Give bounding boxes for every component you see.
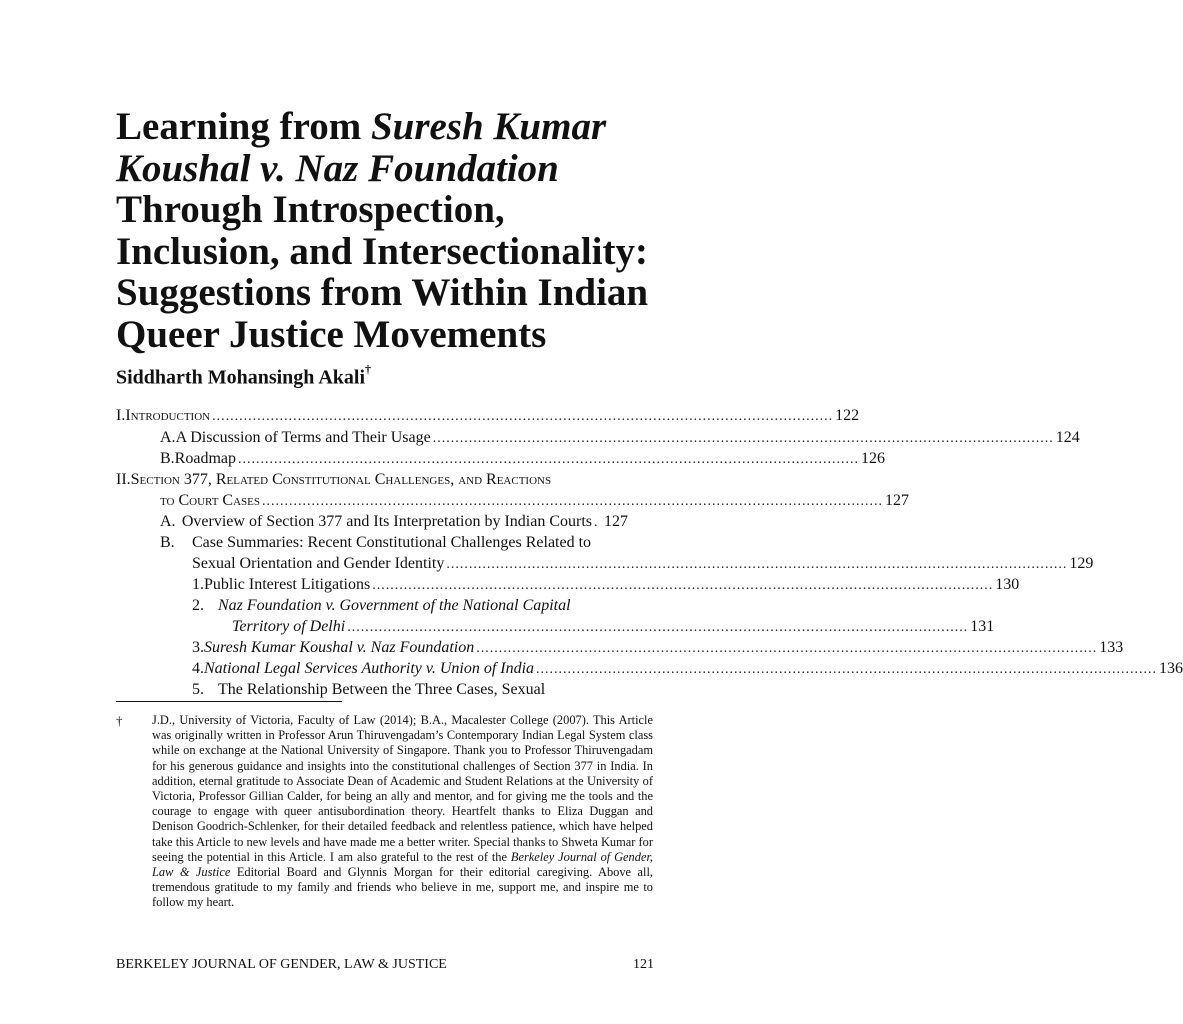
toc-title-continued: Territory of Delhi (232, 618, 346, 635)
toc-title: National Legal Services Authority v. Union of India (204, 660, 535, 677)
toc-page-number: 127 (885, 492, 909, 509)
toc-page-number: 130 (995, 576, 1020, 593)
toc-entry-nalsa[interactable] (192, 658, 1183, 679)
toc-dot-leader: .......................................................................................................................................... (372, 578, 994, 593)
toc-entry-roadmap[interactable] (160, 448, 885, 469)
toc-title: Roadmap (174, 450, 236, 467)
toc-title: Case Summaries: Recent Constitutional Challenges Related to (192, 534, 592, 551)
toc-page-number: 124 (1055, 429, 1080, 446)
toc-dot-leader: .......................................................................................................................................... (262, 494, 883, 509)
toc-page-number: 136 (1159, 660, 1183, 677)
title-line-2: Koushal v. Naz Foundation (116, 146, 559, 190)
toc-number: 4. (192, 660, 204, 677)
footnote-divider (116, 701, 342, 702)
toc-dot-leader: .......................................................................................................................................... (212, 409, 834, 424)
title-line-3: Through Introspection, (116, 188, 505, 231)
page-footer (116, 957, 654, 973)
footnote-text (152, 713, 653, 911)
footnote-mark: † (116, 713, 123, 728)
toc-number: A. (160, 429, 176, 446)
toc-entry-naz-foundation-line1[interactable] (192, 595, 571, 616)
toc-number: 1. (192, 576, 204, 593)
toc-page-number: 133 (1099, 639, 1124, 656)
footer-page-number: 121 (633, 957, 654, 972)
toc-entry-koushal[interactable] (192, 637, 1124, 658)
toc-number: B. (160, 534, 175, 551)
title-line-4: Inclusion, and Intersectionality: (116, 229, 648, 273)
toc-dot-leader: .......................................................................................................................................... (347, 620, 969, 635)
title-line-1a: Learning from (116, 105, 371, 148)
toc-entry-introduction[interactable] (116, 405, 860, 426)
toc-title: Naz Foundation v. Government of the National Capital (218, 597, 571, 614)
toc-title: Suresh Kumar Koushal v. Naz Foundation (204, 639, 475, 656)
toc-dot-leader: .......................................................................................................................................... (536, 662, 1158, 677)
toc-page-number: 127 (604, 513, 628, 530)
toc-dot-leader: .......................................................................................................................................... (238, 452, 859, 467)
toc-dot-leader: .......................................................................................................................................... (432, 431, 1054, 446)
title-line-5: Suggestions from Within Indian (116, 271, 649, 314)
title-line-1b: Suresh Kumar (370, 105, 607, 148)
toc-dot-leader: . (594, 515, 599, 530)
toc-number: A. (160, 513, 176, 530)
toc-entry-case-summaries-line2[interactable] (192, 553, 1094, 574)
toc-title: A Discussion of Terms and Their Usage (175, 429, 431, 446)
toc-entry-case-summaries-line1[interactable] (160, 532, 591, 553)
toc-title: Introduction (125, 407, 211, 424)
toc-number: 3. (192, 639, 204, 656)
toc-title-continued: Sexual Orientation and Gender Identity (192, 555, 445, 572)
author-footnote-mark: † (365, 362, 371, 376)
author-name: Siddharth Mohansingh Akali (116, 366, 365, 389)
title-line-6: Queer Justice Movements (116, 312, 547, 356)
toc-number: B. (160, 450, 175, 467)
toc-title: The Relationship Between the Three Cases, Sexual (218, 681, 546, 698)
footnote-body-end: Editorial Board and Glynnis Morgan for their editorial caregiving. Above all, tremendous gratitude to my family and friends who believe in me, support me, and inspire me to follow my heart. (152, 865, 653, 910)
toc-entry-section-377-line1[interactable] (116, 469, 551, 490)
toc-page-number: 131 (970, 618, 995, 635)
toc-entry-section-377-line2[interactable] (160, 490, 909, 511)
toc-title: Overview of Section 377 and Its Interpretation by Indian Courts (181, 513, 592, 530)
footer-journal-name: BERKELEY JOURNAL OF GENDER, LAW & JUSTICE (116, 957, 447, 972)
toc-number: II. (116, 471, 131, 488)
toc-dot-leader: .......................................................................................................................................... (476, 641, 1098, 656)
toc-entry-public-interest[interactable] (192, 574, 1020, 595)
toc-number: 2. (192, 597, 204, 614)
toc-page-number: 126 (861, 450, 885, 467)
toc-dot-leader: .......................................................................................................................................... (446, 557, 1068, 572)
toc-page-number: 122 (835, 407, 860, 424)
footnote-body: J.D., University of Victoria, Faculty of Law (2014); B.A., Macalester College (2007). This Article was originally written in Professor Arun Thiruvengadam’s Contemporary Indian Legal System class while on exchange at the National University of Singapore. Thank you to Professor Thiruvengadam for his generous guidance and insights into the constitutional challenges of Section 377 in India. In addition, eternal gratitude to Associate Dean of Academic and Student Relations at the University of Victoria, Professor Gillian Calder, for being an ally and mentor, and for giving me the tools and the courage to engage with queer antisubordination theory. Heartfelt thanks to Eliza Duggan and Denison Goodrich-Schlenker, for their detailed feedback and relentless patience, which have helped take this Article to new levels and have made me a better writer. Special thanks to Shweta Kumar for seeing the potential in this Article. I am also grateful to the rest of the (152, 713, 653, 864)
toc-title: Public Interest Litigations (204, 576, 371, 593)
toc-entry-naz-foundation-line2[interactable] (232, 616, 995, 637)
toc-number: 5. (192, 681, 204, 698)
toc-title: Section 377, Related Constitutional Challenges, and Reactions (130, 471, 552, 488)
toc-entry-overview[interactable] (160, 511, 628, 532)
toc-entry-relationship[interactable] (192, 679, 545, 700)
toc-page-number: 129 (1069, 555, 1094, 572)
footnote-journal-name: Berkeley Journal of Gender, Law & Justice (152, 849, 653, 880)
toc-entry-terms[interactable] (160, 427, 1080, 448)
toc-title-continued: to Court Cases (160, 492, 260, 509)
toc-number: I. (116, 407, 126, 424)
